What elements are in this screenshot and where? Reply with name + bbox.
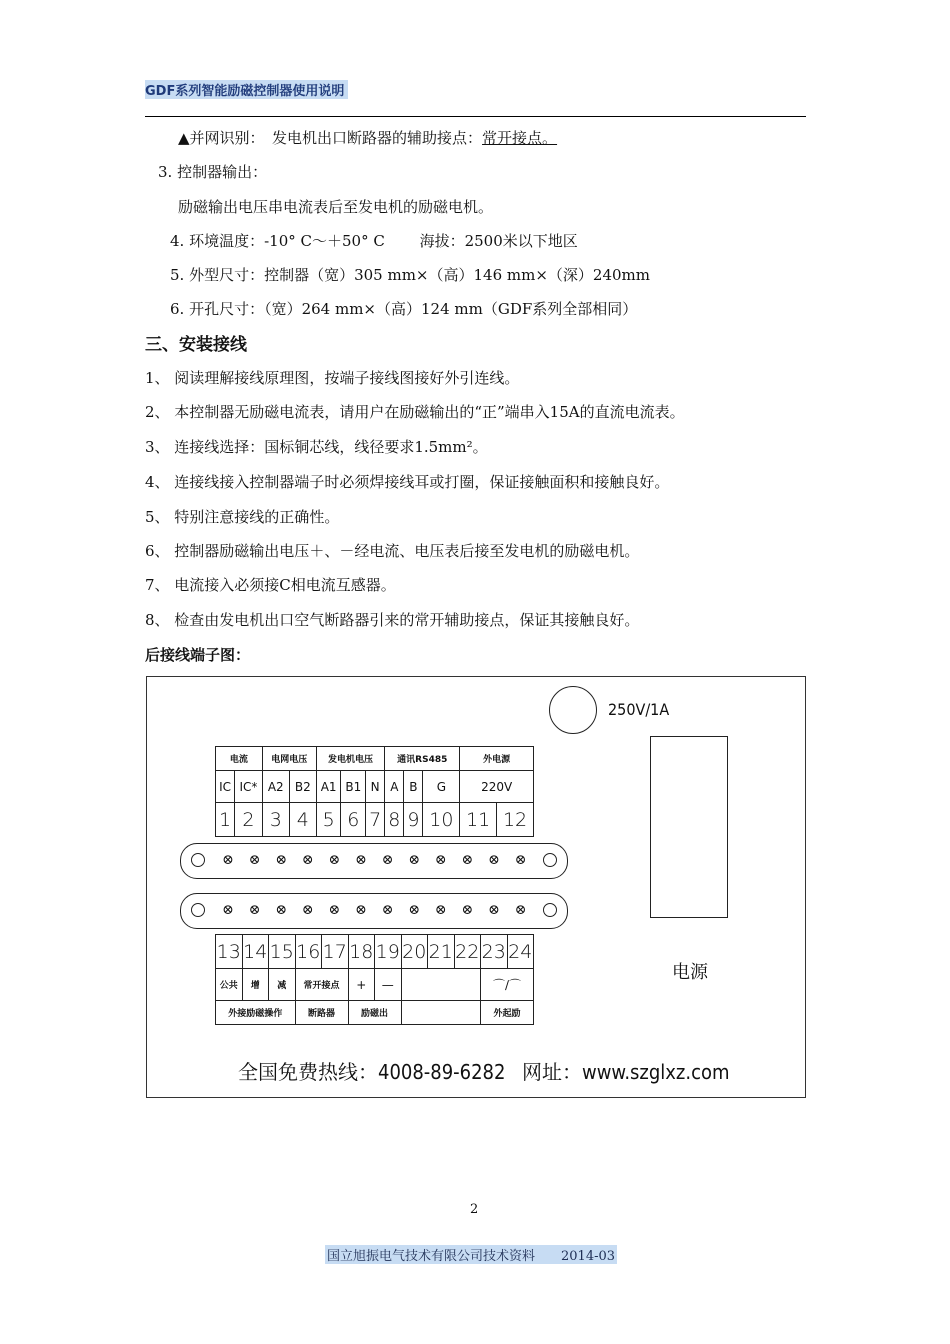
- signal-a: A: [385, 771, 404, 803]
- terminal-number: 18: [348, 935, 375, 969]
- signal-common: 公共: [216, 969, 243, 1001]
- document-footer: 国立旭振电气技术有限公司技术资料 2014-03: [325, 1245, 617, 1264]
- terminal-screw-icon: ⊗: [248, 902, 261, 918]
- terminal-number: 5: [316, 803, 341, 837]
- terminal-screw-icon: ⊗: [222, 902, 234, 918]
- terminal-number: 22: [454, 935, 481, 969]
- terminal-number: 11: [460, 803, 497, 837]
- terminal-number: 12: [497, 803, 534, 837]
- terminal-number: 9: [404, 803, 423, 837]
- terminal-screw-icon: ⊗: [434, 852, 447, 868]
- item3-detail-line: 励磁输出电压串电流表后至发电机的励磁电机。: [178, 198, 494, 216]
- terminal-number: 14: [242, 935, 269, 969]
- terminal-number: 8: [385, 803, 404, 837]
- terminal-number: 17: [322, 935, 349, 969]
- group-generator-voltage: 发电机电压: [316, 747, 384, 771]
- terminal-number: 19: [375, 935, 402, 969]
- signal-decrease: 减: [269, 969, 296, 1001]
- signal-normally-open: 常开接点: [295, 969, 348, 1001]
- signal-a1: A1: [316, 771, 341, 803]
- terminal-number: 3: [262, 803, 289, 837]
- group-external-excitation: 外接励磁操作: [216, 1001, 296, 1025]
- website-text: 网址：www.szglxz.com: [522, 1060, 730, 1084]
- terminal-screw-icon: ⊗: [434, 902, 447, 918]
- grid-sync-text: ▲并网识别： 发电机出口断路器的辅助接点：: [178, 129, 483, 147]
- group-current: 电流: [216, 747, 263, 771]
- terminal-screw-icon: ⊗: [408, 902, 421, 918]
- terminal-strip-bottom: [180, 893, 568, 929]
- top-terminal-table: [215, 746, 534, 837]
- step-4: 4、 连接线接入控制器端子时必须焊接线耳或打圈，保证接触面积和接触良好。: [145, 473, 670, 491]
- signal-n: N: [366, 771, 385, 803]
- terminal-number: 7: [366, 803, 385, 837]
- signal-ic: IC: [216, 771, 235, 803]
- step-8: 8、 检查由发电机出口空气断路器引来的常开辅助接点，保证其接触良好。: [145, 611, 640, 629]
- power-box: [650, 736, 728, 918]
- terminal-screw-icon: ⊗: [328, 902, 341, 918]
- terminal-screw-icon: ⊗: [275, 852, 288, 868]
- mount-hole: [191, 853, 205, 867]
- signal-empty: [401, 969, 481, 1001]
- terminal-number: 13: [216, 935, 243, 969]
- terminal-screw-icon: ⊗: [461, 902, 474, 918]
- grid-sync-value: 常开接点。: [482, 129, 558, 147]
- mount-hole: [543, 903, 557, 917]
- switch-symbol: ⌒∕⌒: [481, 969, 534, 1001]
- terminal-screw-icon: ⊗: [488, 902, 500, 918]
- group-external-power: 外电源: [460, 747, 534, 771]
- signal-ic-star: IC*: [235, 771, 263, 803]
- step-2: 2、 本控制器无励磁电流表，请用户在励磁输出的“正”端串入15A的直流电流表。: [145, 403, 685, 421]
- terminal-screw-icon: ⊗: [275, 902, 288, 918]
- section-title: 三、安装接线: [145, 335, 247, 355]
- terminal-screw-icon: ⊗: [514, 902, 527, 918]
- terminal-screw-icon: ⊗: [355, 902, 367, 918]
- diagram-title: 后接线端子图：: [145, 646, 251, 664]
- signal-b: B: [404, 771, 423, 803]
- terminal-screw-icon: ⊗: [514, 852, 527, 868]
- mount-hole: [543, 853, 557, 867]
- terminal-screw-icon: ⊗: [301, 902, 314, 918]
- terminal-screw-icon: ⊗: [381, 902, 394, 918]
- signal-220v: 220V: [460, 771, 534, 803]
- document-header-title: GDF系列智能励磁控制器使用说明: [145, 80, 348, 99]
- group-external-start: 外起励: [481, 1001, 534, 1025]
- terminal-strip-top: [180, 843, 568, 879]
- terminal-number: 21: [428, 935, 455, 969]
- terminal-screw-icon: ⊗: [222, 852, 234, 868]
- terminal-number: 10: [423, 803, 460, 837]
- bottom-terminal-table: [215, 934, 534, 1025]
- terminal-number: 20: [401, 935, 428, 969]
- hotline-text: 全国免费热线：4008-89-6282: [238, 1060, 506, 1084]
- signal-a2: A2: [262, 771, 289, 803]
- fuse-label: 250V/1A: [608, 700, 670, 719]
- fuse-circle: [549, 686, 597, 734]
- terminal-screw-icon: ⊗: [408, 852, 421, 868]
- terminal-screw-icon: ⊗: [301, 852, 314, 868]
- power-label: 电源: [672, 962, 708, 983]
- group-breaker: 断路器: [295, 1001, 348, 1025]
- header-rule: [145, 116, 806, 117]
- step-7: 7、 电流接入必须接C相电流互感器。: [145, 576, 396, 594]
- terminal-screw-icon: ⊗: [355, 852, 367, 868]
- terminal-number: 1: [216, 803, 235, 837]
- group-excitation-output: 励磁出: [348, 1001, 401, 1025]
- step-6: 6、 控制器励磁输出电压＋、－经电流、电压表后接至发电机的励磁电机。: [145, 542, 640, 560]
- terminal-number: 15: [269, 935, 296, 969]
- item4-line: 4. 环境温度：-10° C～＋50° C 海拔：2500米以下地区: [170, 232, 578, 250]
- terminal-screw-icon: ⊗: [381, 852, 394, 868]
- signal-increase: 增: [242, 969, 269, 1001]
- group-rs485: 通讯RS485: [385, 747, 460, 771]
- terminal-number: 2: [235, 803, 263, 837]
- signal-g: G: [423, 771, 460, 803]
- signal-minus: —: [375, 969, 402, 1001]
- mount-hole: [191, 903, 205, 917]
- step-1: 1、 阅读理解接线原理图，按端子接线图接好外引连线。: [145, 369, 520, 387]
- group-grid-voltage: 电网电压: [262, 747, 316, 771]
- terminal-number: 24: [507, 935, 534, 969]
- step-3: 3、 连接线选择：国标铜芯线，线径要求1.5mm²。: [145, 438, 488, 456]
- item3-line: 3. 控制器输出：: [158, 163, 268, 181]
- signal-b2: B2: [289, 771, 316, 803]
- terminal-number: 23: [481, 935, 508, 969]
- item5-line: 5. 外型尺寸：控制器（宽）305 mm×（高）146 mm×（深）240mm: [170, 266, 650, 284]
- terminal-number: 6: [341, 803, 366, 837]
- terminal-screw-icon: ⊗: [248, 852, 261, 868]
- terminal-screw-icon: ⊗: [461, 852, 474, 868]
- group-empty: [401, 1001, 481, 1025]
- terminal-number: 4: [289, 803, 316, 837]
- terminal-screw-icon: ⊗: [328, 852, 341, 868]
- terminal-number: 16: [295, 935, 322, 969]
- grid-sync-line: [178, 127, 557, 148]
- signal-b1: B1: [341, 771, 366, 803]
- page-number: 2: [470, 1202, 479, 1217]
- step-5: 5、 特别注意接线的正确性。: [145, 508, 340, 526]
- item6-line: 6. 开孔尺寸：（宽）264 mm×（高）124 mm（GDF系列全部相同）: [170, 300, 638, 318]
- terminal-screw-icon: ⊗: [488, 852, 500, 868]
- signal-plus: +: [348, 969, 375, 1001]
